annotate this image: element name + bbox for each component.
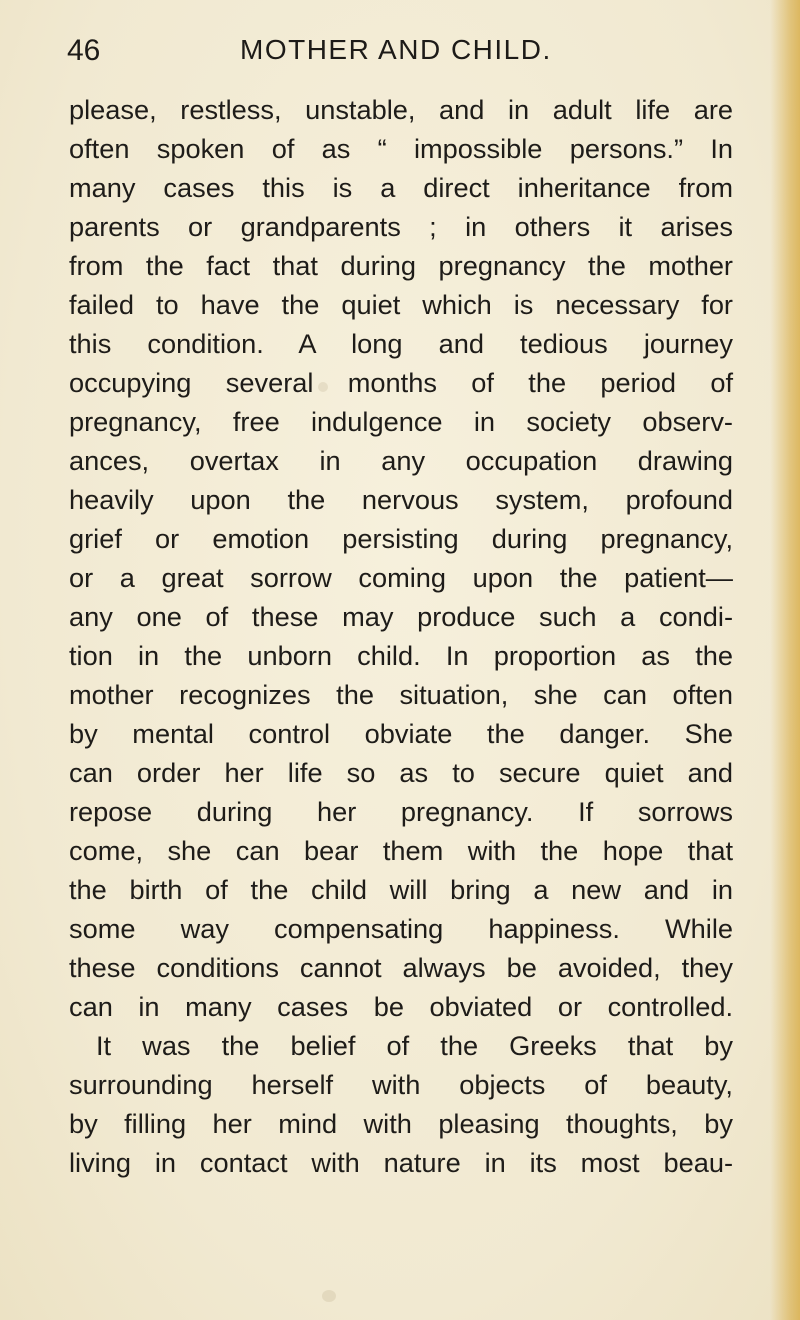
text-line: mother recognizes the situation, she can often [69,679,733,710]
text-line: many cases this is a direct inheritance from [69,172,733,203]
text-line: heavily upon the nervous system, profound [69,484,733,515]
text-line: by filling her mind with pleasing thoughts, by [69,1108,733,1139]
page-number: 46 [67,34,101,67]
body-text [69,90,733,1182]
text-line: parents or grandparents ; in others it arises [69,211,733,242]
text-line: grief or emotion persisting during pregnancy, [69,523,733,554]
text-line: can in many cases be obviated or controlled. [69,991,733,1022]
text-line: pregnancy, free indulgence in society observ- [69,406,733,437]
paper-smudge [322,1290,336,1302]
text-line: any one of these may produce such a condi- [69,601,733,632]
text-line: from the fact that during pregnancy the mother [69,250,733,281]
text-line: ances, overtax in any occupation drawing [69,445,733,476]
text-line: please, restless, unstable, and in adult life are [69,94,733,125]
text-line: the birth of the child will bring a new and in [69,874,733,905]
text-line: failed to have the quiet which is necessary for [69,289,733,320]
text-line: occupying several months of the period of [69,367,733,398]
text-line: repose during her pregnancy. If sorrows [69,796,733,827]
text-line: tion in the unborn child. In proportion as the [69,640,733,671]
text-line: often spoken of as “ impossible persons.” In [69,133,733,164]
running-head [67,28,735,74]
text-line: some way compensating happiness. While [69,913,733,944]
text-line: or a great sorrow coming upon the patient— [69,562,733,593]
text-line: these conditions cannot always be avoided, they [69,952,733,983]
text-line: can order her life so as to secure quiet and [69,757,733,788]
text-line: living in contact with nature in its most beau- [69,1147,733,1178]
paper-smudge [318,382,328,392]
paragraph-first-line: It was the belief of the Greeks that by [96,1030,733,1061]
text-line: come, she can bear them with the hope that [69,835,733,866]
running-title: MOTHER AND CHILD. [240,34,552,65]
text-line: surrounding herself with objects of beauty, [69,1069,733,1100]
text-line: by mental control obviate the danger. She [69,718,733,749]
text-line: this condition. A long and tedious journey [69,328,733,359]
